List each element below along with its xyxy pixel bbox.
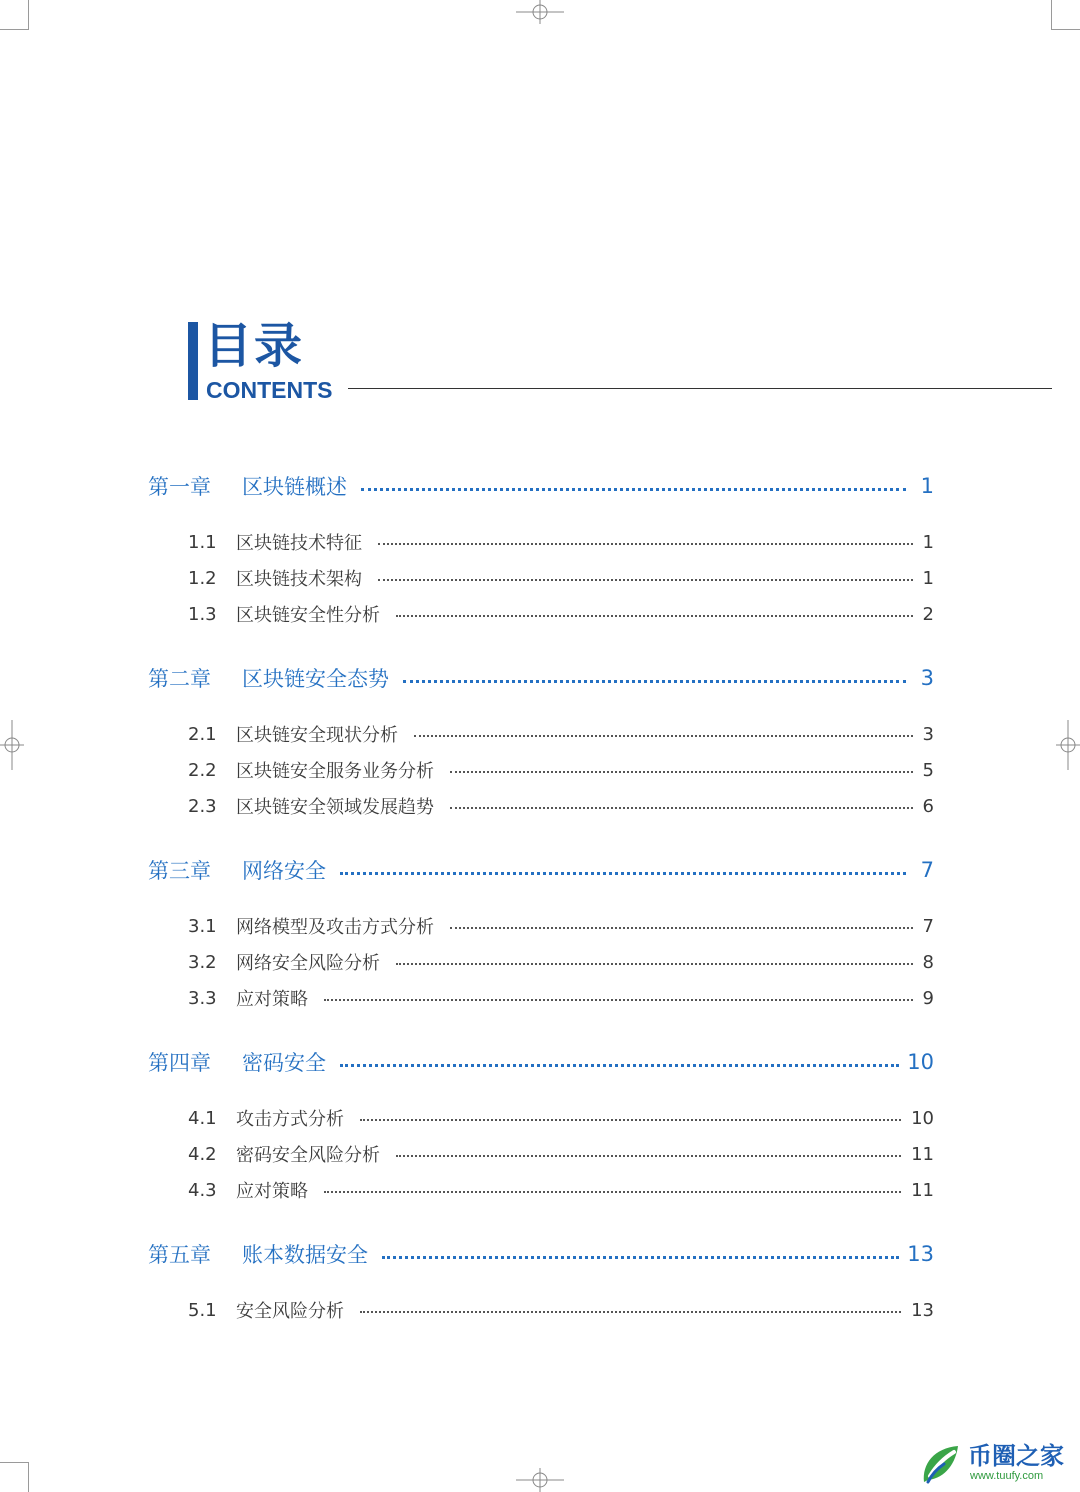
toc-section-2-3[interactable] [148,788,934,824]
toc-section-2-1[interactable] [148,716,934,752]
dot-leader [378,579,913,581]
section-title: 安全风险分析 [236,1301,344,1322]
dot-leader [450,771,913,773]
crop-mark-top-left-h [0,29,29,30]
chapter-number: 第二章 [148,667,211,691]
dot-leader [403,680,906,683]
chapter-page: 10 [907,1050,934,1074]
toc-chapter-2[interactable] [148,654,934,702]
crop-mark-top-left-v [28,0,29,30]
toc-chapter-1[interactable] [148,462,934,510]
dot-leader [396,615,913,617]
header-rule [348,388,1052,389]
chapter-title: 账本数据安全 [242,1243,368,1267]
section-list-5 [148,1292,934,1328]
dot-leader [360,1119,901,1121]
toc-section-4-2[interactable] [148,1136,934,1172]
crop-mark-bottom-left-v [28,1462,29,1492]
page-title: 目录 [204,318,305,374]
section-title: 区块链安全服务业务分析 [236,761,434,782]
section-title: 密码安全风险分析 [236,1145,380,1166]
header-accent-bar [188,322,198,400]
dot-leader [414,735,913,737]
crop-mark-bottom-left-h [0,1462,29,1463]
section-list-1 [148,524,934,632]
watermark-url: www.tuufy.com [970,1470,1044,1482]
chapter-page: 1 [920,474,934,498]
registration-mark-bottom-icon [516,1468,564,1492]
toc-section-3-2[interactable] [148,944,934,980]
section-title: 区块链技术架构 [236,569,362,590]
chapter-page: 3 [920,666,934,690]
section-page: 10 [911,1107,934,1129]
chapter-title: 区块链安全态势 [242,667,389,691]
toc-section-3-1[interactable] [148,908,934,944]
registration-mark-left-icon [0,720,24,770]
section-number: 3.2 [188,951,217,973]
toc-section-1-1[interactable] [148,524,934,560]
dot-leader [450,927,913,929]
section-title: 网络安全风险分析 [236,953,380,974]
toc-section-1-3[interactable] [148,596,934,632]
section-page: 8 [922,951,934,973]
section-page: 13 [911,1299,934,1321]
leaf-logo-icon [918,1442,964,1486]
chapter-number: 第五章 [148,1243,211,1267]
section-number: 1.3 [188,603,217,625]
dot-leader [340,1064,899,1067]
chapter-title: 网络安全 [242,859,326,883]
section-title: 网络模型及攻击方式分析 [236,917,434,938]
dot-leader [378,543,913,545]
crop-mark-top-right-v [1051,0,1052,30]
section-title: 攻击方式分析 [236,1109,344,1130]
section-list-2 [148,716,934,824]
section-number: 5.1 [188,1299,217,1321]
section-page: 3 [922,723,934,745]
chapter-number: 第四章 [148,1051,211,1075]
dot-leader [360,1311,901,1313]
crop-mark-top-right-h [1051,29,1080,30]
chapter-number: 第一章 [148,475,211,499]
dot-leader [340,872,906,875]
section-number: 4.2 [188,1143,217,1165]
toc-section-1-2[interactable] [148,560,934,596]
watermark-name: 币圈之家 [968,1442,1064,1470]
section-title: 区块链技术特征 [236,533,362,554]
section-page: 9 [922,987,934,1009]
section-page: 6 [922,795,934,817]
section-number: 4.1 [188,1107,217,1129]
section-title: 区块链安全领域发展趋势 [236,797,434,818]
dot-leader [361,488,906,491]
section-title: 区块链安全性分析 [236,605,380,626]
section-number: 2.3 [188,795,217,817]
section-number: 2.1 [188,723,217,745]
section-page: 1 [922,567,934,589]
chapter-number: 第三章 [148,859,211,883]
section-page: 7 [922,915,934,937]
section-number: 4.3 [188,1179,217,1201]
section-page: 11 [911,1179,934,1201]
dot-leader [324,1191,901,1193]
chapter-page: 7 [920,858,934,882]
section-number: 3.1 [188,915,217,937]
dot-leader [382,1256,899,1259]
toc-chapter-5[interactable] [148,1230,934,1278]
dot-leader [450,807,913,809]
section-title: 区块链安全现状分析 [236,725,398,746]
toc-section-5-1[interactable] [148,1292,934,1328]
section-number: 3.3 [188,987,217,1009]
registration-mark-top-icon [516,0,564,24]
section-page: 5 [922,759,934,781]
toc-chapter-4[interactable] [148,1038,934,1086]
section-page: 2 [922,603,934,625]
chapter-page: 13 [907,1242,934,1266]
section-title: 应对策略 [236,989,308,1010]
page-subtitle: CONTENTS [206,377,333,403]
toc-section-2-2[interactable] [148,752,934,788]
watermark-logo [918,1440,1074,1488]
section-number: 1.1 [188,531,217,553]
section-page: 1 [922,531,934,553]
section-list-3 [148,908,934,1016]
section-number: 2.2 [188,759,217,781]
chapter-title: 密码安全 [242,1051,326,1075]
section-list-4 [148,1100,934,1208]
toc-chapter-3[interactable] [148,846,934,894]
toc-section-4-3[interactable] [148,1172,934,1208]
dot-leader [324,999,913,1001]
toc-section-4-1[interactable] [148,1100,934,1136]
chapter-title: 区块链概述 [242,475,347,499]
dot-leader [396,963,913,965]
section-page: 11 [911,1143,934,1165]
section-title: 应对策略 [236,1181,308,1202]
table-of-contents [148,462,934,1350]
section-number: 1.2 [188,567,217,589]
dot-leader [396,1155,901,1157]
toc-section-3-3[interactable] [148,980,934,1016]
registration-mark-right-icon [1056,720,1080,770]
